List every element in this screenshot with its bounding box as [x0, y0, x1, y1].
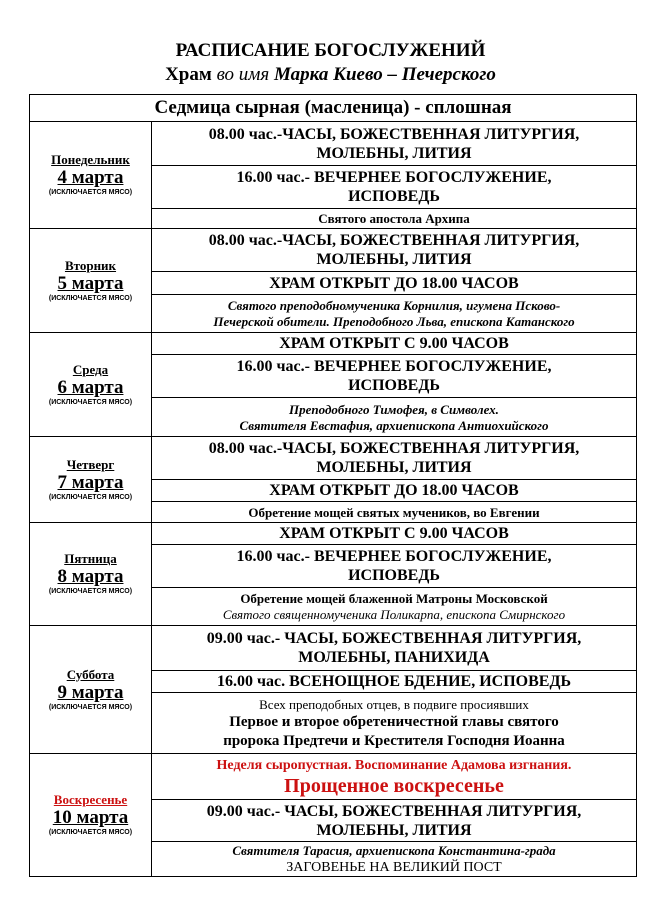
- day-note: (ИСКЛЮЧАЕТСЯ МЯСО): [48, 829, 133, 836]
- schedule-table: [29, 94, 637, 877]
- commemoration-text: Первое и второе обретеничестной главы святого: [229, 713, 559, 730]
- service-line: ХРАМ ОТКРЫТ ДО 18.00 ЧАСОВ: [269, 482, 519, 499]
- commemoration-row: [152, 842, 636, 876]
- day-name: Понедельник: [51, 152, 130, 167]
- day-cell: [30, 122, 152, 228]
- commemoration-text: Всех преподобных отцев, в подвиге просиявших: [259, 696, 529, 712]
- service-row: [152, 166, 636, 209]
- service-row: [152, 437, 636, 480]
- service-row: [152, 272, 636, 295]
- commemoration-text: Преподобного Тимофея, в Символех.: [289, 401, 499, 417]
- feast-name: Прощенное воскресенье: [284, 774, 504, 797]
- service-row: [152, 626, 636, 671]
- day-date: 9 марта: [57, 681, 124, 703]
- service-line: ХРАМ ОТКРЫТ ДО 18.00 ЧАСОВ: [269, 274, 519, 292]
- commemoration-row: [152, 502, 636, 523]
- service-line: МОЛЕБНЫ, ЛИТИЯ: [316, 821, 472, 839]
- service-line: 08.00 час.-ЧАСЫ, БОЖЕСТВЕННАЯ ЛИТУРГИЯ,: [208, 125, 580, 143]
- day-name: Среда: [72, 361, 109, 377]
- service-row: [152, 355, 636, 398]
- day-row-sunday: [30, 754, 636, 876]
- day-cell: [30, 437, 152, 522]
- day-row-monday: [30, 122, 636, 229]
- subtitle-church-name: Марка Киево – Печерского: [274, 64, 496, 85]
- commemoration-text: Святителя Евстафия, архиепископа Антиохийского: [239, 417, 549, 433]
- commemoration-text: Святого священномученика Поликарпа, епископа Смирнского: [222, 607, 566, 622]
- day-date: 10 марта: [52, 807, 129, 828]
- day-name: Четверг: [66, 456, 115, 472]
- commemoration-text: пророка Предтечи и Крестителя Господня Иоанна: [223, 732, 565, 749]
- day-cell: [30, 626, 152, 753]
- service-row: [152, 523, 636, 545]
- day-date: 7 марта: [57, 471, 124, 493]
- service-line: 09.00 час.- ЧАСЫ, БОЖЕСТВЕННАЯ ЛИТУРГИЯ,: [206, 630, 582, 647]
- week-title: Седмица сырная (масленица) - сплошная: [30, 95, 636, 122]
- day-row-thursday: [30, 437, 636, 523]
- day-date: 5 марта: [57, 272, 124, 294]
- commemoration-text: Обретение мощей святых мучеников, во Евгении: [248, 504, 540, 520]
- service-line: ХРАМ ОТКРЫТ С 9.00 ЧАСОВ: [279, 525, 509, 542]
- day-name: Вторник: [64, 257, 117, 273]
- commemoration-text: Печерской обители. Преподобного Льва, епископа Катанского: [213, 314, 575, 329]
- day-note: (ИСКЛЮЧАЕТСЯ МЯСО): [48, 294, 133, 302]
- day-date: 6 марта: [57, 376, 124, 398]
- commemoration-text: Святого апостола Архипа: [318, 211, 470, 226]
- feast-row: [152, 754, 636, 800]
- day-cell: [30, 754, 152, 876]
- day-row-tuesday: [30, 229, 636, 333]
- service-row: [152, 800, 636, 842]
- day-date: 4 марта: [57, 167, 124, 188]
- commemoration-text: Обретение мощей блаженной Матроны Московской: [240, 591, 548, 606]
- service-row: [152, 480, 636, 502]
- commemoration-text: Святого преподобномученика Корнилия, игумена Псково-: [227, 298, 561, 313]
- service-line: 16.00 час.- ВЕЧЕРНЕЕ БОГОСЛУЖЕНИЕ,: [236, 169, 552, 186]
- day-note: (ИСКЛЮЧАЕТСЯ МЯСО): [48, 493, 133, 501]
- day-note: (ИСКЛЮЧАЕТСЯ МЯСО): [48, 398, 133, 406]
- day-row-wednesday: [30, 333, 636, 437]
- service-line: МОЛЕБНЫ, ЛИТИЯ: [316, 459, 472, 476]
- page-subtitle: [0, 64, 661, 86]
- day-name: Суббота: [66, 666, 115, 682]
- service-line: МОЛЕБНЫ, ЛИТИЯ: [316, 144, 472, 162]
- subtitle-mid: во имя: [216, 64, 270, 85]
- commemoration-row: [152, 693, 636, 754]
- day-row-saturday: [30, 626, 636, 754]
- service-row: [152, 333, 636, 355]
- service-line: 09.00 час.- ЧАСЫ, БОЖЕСТВЕННАЯ ЛИТУРГИЯ,: [206, 802, 582, 820]
- service-line: 16.00 час.- ВЕЧЕРНЕЕ БОГОСЛУЖЕНИЕ,: [236, 548, 552, 565]
- day-row-friday: [30, 523, 636, 626]
- service-line: ИСПОВЕДЬ: [348, 188, 440, 205]
- commemoration-text: Святителя Тарасия, архиепископа Константина-града: [232, 842, 556, 858]
- service-line: ИСПОВЕДЬ: [348, 377, 440, 394]
- day-cell: [30, 523, 152, 625]
- service-line: МОЛЕБНЫ, ЛИТИЯ: [316, 251, 472, 268]
- feast-title: Неделя сыропустная. Воспоминание Адамова изгнания.: [216, 757, 572, 773]
- day-name: Воскресенье: [53, 792, 128, 807]
- commemoration-row: [152, 209, 636, 229]
- service-line: 16.00 час. ВСЕНОЩНОЕ БДЕНИЕ, ИСПОВЕДЬ: [216, 673, 572, 690]
- day-note: (ИСКЛЮЧАЕТСЯ МЯСО): [48, 588, 133, 595]
- service-line: ИСПОВЕДЬ: [348, 567, 440, 584]
- subtitle-prefix: Храм: [165, 64, 212, 85]
- service-line: 08.00 час.-ЧАСЫ, БОЖЕСТВЕННАЯ ЛИТУРГИЯ,: [208, 440, 580, 457]
- service-row: [152, 545, 636, 588]
- day-note: (ИСКЛЮЧАЕТСЯ МЯСО): [48, 703, 133, 711]
- day-name: Пятница: [64, 551, 117, 566]
- day-date: 8 марта: [57, 566, 124, 587]
- page-title: РАСПИСАНИЕ БОГОСЛУЖЕНИЙ: [175, 40, 486, 61]
- commemoration-row: [152, 588, 636, 626]
- service-line: 08.00 час.-ЧАСЫ, БОЖЕСТВЕННАЯ ЛИТУРГИЯ,: [208, 232, 580, 249]
- service-row: [152, 671, 636, 693]
- service-line: МОЛЕБНЫ, ПАНИХИДА: [298, 649, 490, 666]
- commemoration-row: [152, 398, 636, 437]
- service-line: 16.00 час.- ВЕЧЕРНЕЕ БОГОСЛУЖЕНИЕ,: [236, 358, 552, 375]
- commemoration-row: [152, 295, 636, 333]
- day-note: (ИСКЛЮЧАЕТСЯ МЯСО): [48, 189, 133, 196]
- fast-note: ЗАГОВЕНЬЕ НА ВЕЛИКИЙ ПОСТ: [286, 859, 502, 875]
- service-row: [152, 122, 636, 166]
- service-row: [152, 229, 636, 272]
- service-line: ХРАМ ОТКРЫТ С 9.00 ЧАСОВ: [279, 335, 509, 352]
- day-cell: [30, 229, 152, 332]
- day-cell: [30, 333, 152, 436]
